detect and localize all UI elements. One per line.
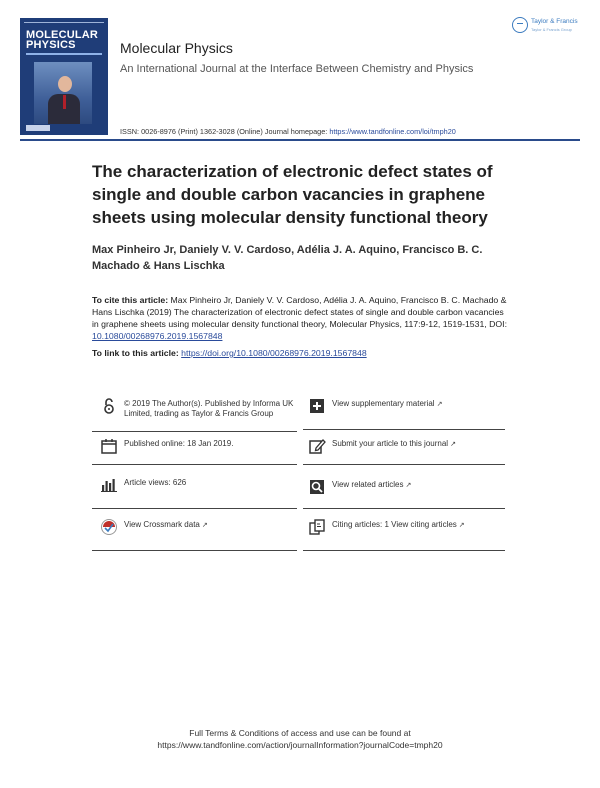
citing-row[interactable] — [308, 518, 508, 538]
published-date: Published online: 18 Jan 2019. — [124, 439, 234, 448]
calendar-icon — [100, 437, 118, 455]
crossmark-link[interactable] — [124, 520, 208, 531]
external-link-icon: ↗ — [450, 441, 456, 448]
cover-masthead-line1: MOLECULAR — [26, 29, 99, 41]
citation-block — [92, 294, 512, 342]
supplementary-link[interactable] — [332, 399, 442, 410]
search-icon — [308, 478, 326, 496]
citing-link[interactable] — [332, 520, 465, 531]
divider-left-2 — [92, 464, 297, 465]
bar-chart-icon — [100, 476, 118, 494]
open-access-icon — [100, 397, 118, 415]
publisher-logo-icon — [512, 17, 528, 33]
divider-left-1 — [92, 431, 297, 432]
external-link-icon: ↗ — [436, 401, 443, 408]
header-divider — [20, 139, 580, 141]
article-authors: Max Pinheiro Jr, Daniely V. V. Cardoso, Adélia J. A. Aquino, Francisco B. C. Machado & Hans Lischka — [92, 244, 483, 272]
external-link-icon: ↗ — [405, 482, 412, 489]
journal-subtitle: An International Journal at the Interface Between Chemistry and Physics — [120, 63, 474, 75]
cover-photo — [34, 62, 92, 124]
divider-left-3 — [92, 508, 297, 509]
publisher-logo[interactable] — [512, 16, 584, 38]
cover-photo-face — [58, 76, 72, 92]
citation-text: Max Pinheiro Jr, Daniely V. V. Cardoso, Adélia J. A. Aquino, Francisco B. C. Machado & Hans Lischka (2019) The characterization of electronic defect states of single and double carbon vacancies in graphene sheets using molecular density functional theory, Molecular Physics, 117:9-12, 1519-1531, DOI: — [92, 295, 507, 329]
issn-text: ISSN: 0026-8976 (Print) 1362-3028 (Online) Journal homepage: — [120, 127, 328, 136]
issn-line — [120, 127, 456, 136]
license-text: © 2019 The Author(s). Published by Informa UK Limited, trading as Taylor & Francis Group — [124, 399, 294, 418]
article-views: Article views: 626 — [124, 478, 187, 487]
submit-label: Submit your article to this journal — [332, 439, 449, 448]
journal-homepage-link[interactable]: https://www.tandfonline.com/loi/tmph20 — [329, 127, 456, 136]
citation-label: To cite this article: — [92, 295, 169, 305]
external-link-icon: ↗ — [201, 522, 208, 529]
article-link-line — [92, 348, 512, 358]
divider-right-1 — [303, 429, 505, 430]
license-row — [100, 397, 300, 431]
divider-right-4 — [303, 550, 505, 551]
article-doi-link[interactable]: https://doi.org/10.1080/00268976.2019.1567848 — [181, 348, 367, 358]
related-label: View related articles — [332, 480, 404, 489]
views-row — [100, 476, 300, 496]
footer — [0, 727, 600, 751]
citing-icon — [308, 518, 326, 536]
journal-title: Molecular Physics — [120, 40, 233, 56]
plus-icon — [308, 397, 326, 415]
supplementary-row[interactable] — [308, 397, 508, 417]
publisher-tagline: Taylor & Francis Group — [531, 27, 572, 32]
article-link-label: To link to this article: — [92, 348, 179, 358]
citation-doi-link[interactable]: 10.1080/00268976.2019.1567848 — [92, 331, 223, 341]
divider-left-4 — [92, 550, 297, 551]
cover-top-line — [24, 22, 104, 26]
cover-photo-tie — [63, 95, 66, 109]
footer-line1: Full Terms & Conditions of access and use can be found at — [189, 728, 411, 738]
divider-right-3 — [303, 508, 505, 509]
cover-footer-mark — [26, 125, 50, 131]
citing-label: Citing articles: 1 View citing articles — [332, 520, 457, 529]
divider-right-2 — [303, 464, 505, 465]
submit-row[interactable] — [308, 437, 508, 457]
crossmark-icon — [100, 518, 118, 536]
cover-subtitle-bar — [26, 53, 102, 55]
crossmark-row[interactable] — [100, 518, 300, 538]
related-row[interactable] — [308, 478, 508, 498]
related-link[interactable] — [332, 480, 411, 491]
article-title: The characterization of electronic defect states of single and double carbon vacancies in graphene sheets using molecular density functional theory — [92, 162, 493, 227]
cover-masthead — [26, 30, 98, 50]
publisher-name: Taylor & Francis — [531, 18, 578, 25]
journal-cover-image — [20, 18, 108, 135]
supplementary-label: View supplementary material — [332, 399, 435, 408]
footer-terms-link[interactable]: https://www.tandfonline.com/action/journalInformation?journalCode=tmph20 — [157, 740, 443, 750]
external-link-icon: ↗ — [458, 522, 465, 529]
submit-link[interactable] — [332, 439, 456, 450]
published-row — [100, 437, 300, 457]
edit-icon — [308, 437, 326, 455]
crossmark-label: View Crossmark data — [124, 520, 200, 529]
cover-masthead-line2: PHYSICS — [26, 39, 76, 51]
